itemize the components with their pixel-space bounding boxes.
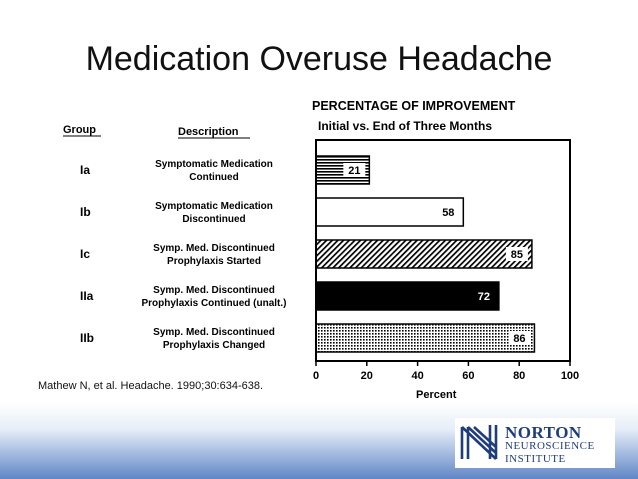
description-line1: Symp. Med. Discontinued	[153, 285, 275, 296]
slide-title: Medication Overuse Headache	[85, 40, 553, 78]
description-line2: Prophylaxis Changed	[162, 340, 266, 351]
description-line1: Symptomatic Medication	[155, 159, 273, 170]
description-line2: Discontinued	[182, 214, 246, 225]
description-line2: Prophylaxis Continued (unalt.)	[141, 298, 287, 309]
x-tick-label: 40	[411, 370, 424, 382]
x-tick-label: 100	[560, 370, 580, 382]
x-tick-label: 60	[462, 370, 475, 382]
norton-logo-icon	[458, 421, 500, 463]
bar	[316, 282, 499, 310]
logo-name-line2: NEUROSCIENCE	[505, 440, 595, 452]
description-line1: Symptomatic Medication	[155, 201, 273, 212]
group-label: Ia	[80, 163, 91, 177]
chart-title: PERCENTAGE OF IMPROVEMENT	[312, 99, 516, 113]
group-label: Ic	[80, 247, 91, 261]
x-tick-label: 0	[312, 370, 320, 382]
bar-value-label: 21	[348, 165, 361, 177]
description-line2: Prophylaxis Started	[167, 256, 261, 267]
bar	[316, 324, 534, 352]
group-header: Group	[63, 124, 96, 136]
bar-value-label: 72	[477, 291, 491, 303]
description-line2: Continued	[189, 172, 239, 183]
bar-value-label: 86	[513, 333, 526, 345]
logo-name-line1: NORTON	[505, 423, 582, 442]
chart-subtitle: Initial vs. End of Three Months	[318, 119, 493, 133]
bar-value-label: 85	[510, 249, 524, 261]
group-label: IIb	[80, 331, 94, 345]
logo-name-line3: INSTITUTE	[505, 453, 566, 465]
citation: Mathew N, et al. Headache. 1990;30:634-638.	[38, 380, 264, 392]
bar	[316, 240, 532, 268]
x-tick-label: 20	[360, 370, 373, 382]
description-line1: Symp. Med. Discontinued	[153, 327, 275, 338]
x-tick-label: 80	[513, 370, 526, 382]
bar-value-label: 58	[442, 207, 455, 219]
description-header: Description	[178, 126, 239, 138]
group-label: IIa	[80, 289, 94, 303]
description-line1: Symp. Med. Discontinued	[153, 243, 275, 254]
group-label: Ib	[80, 205, 91, 219]
x-axis-label: Percent	[416, 389, 457, 401]
